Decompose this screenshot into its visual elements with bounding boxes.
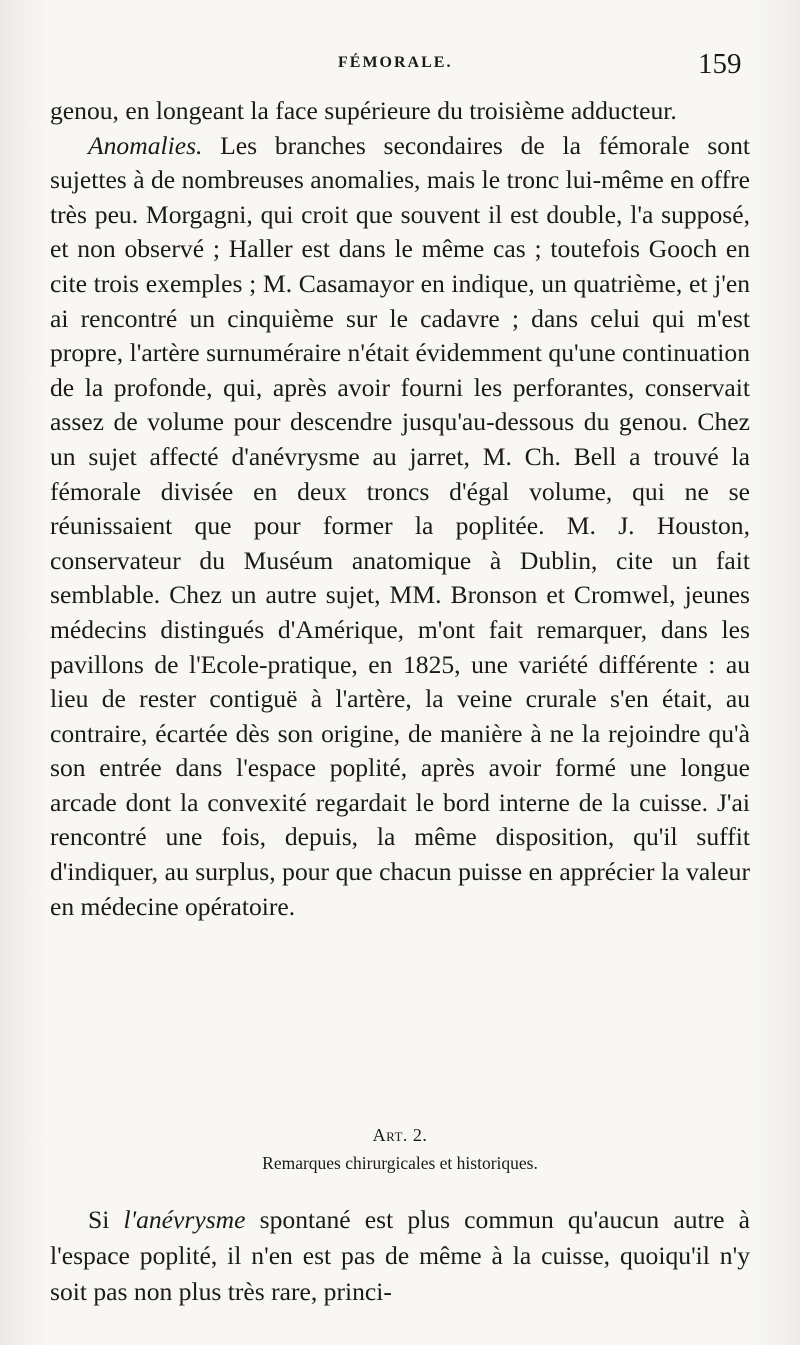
article-subheading: Remarques chirurgicales et historiques.	[262, 1153, 538, 1173]
article-number: Art. 2.	[372, 1125, 428, 1145]
anomalies-text: Les branches secondaires de la fémorale sont sujettes à de nombreuses anomalies, mais le tronc lui-même en offre très peu. Morgagni, qui croit que souvent il est double, l'a supposé, et non observé ; Haller est dans le même cas ; toutefois Gooch en cite trois exemples ; M. Casamayor en indique, un quatrième, et j'en ai rencontré un cinquième sur le cadavre ; dans celui qui m'est propre, l'artère surnuméraire n'était évidemment qu'une continuation de la profonde, qui, après avoir fourni les perforantes, conservait assez de volume pour descendre jusqu'au-dessous du genou. Chez un sujet affecté d'anévrysme au jarret, M. Ch. Bell a trouvé la fémorale divisée en deux troncs d'égal volume, qui ne se réunissaient que pour former la poplitée. M. J. Houston, conservateur du Muséum anatomique à Dublin, cite un fait semblable. Chez un autre sujet, MM. Bronson et Cromwel, jeunes médecins distingués d'Amérique, m'ont fait remarquer, dans les pavillons de l'Ecole-pratique, en 1825, une variété différente : au lieu de rester contiguë à l'artère, la veine crurale s'en était, au contraire, écartée dès son origine, de manière à ne la rejoindre qu'à son entrée dans l'espace poplité, après avoir formé une longue arcade dont la convexité regardait le bord interne de la cuisse. J'ai rencontré une fois, depuis, la même disposition, qu'il suffit d'indiquer, au surplus, pour que chacun puisse en apprécier la valeur en médecine opératoire.	[50, 130, 750, 921]
section-title: FÉMORALE.	[338, 54, 453, 71]
paragraph-remarks	[50, 1202, 750, 1310]
remarks-italic: l'anévrysme	[123, 1205, 246, 1234]
main-text	[50, 94, 750, 924]
paragraph-anomalies	[50, 129, 750, 925]
remarks-after: spontané est plus commun qu'aucun autre à l'espace poplité, il n'en est pas de même à la cuisse, quoiqu'il n'y soit pas non plus très rare, princi-	[50, 1205, 750, 1306]
remarks-before: Si	[88, 1205, 124, 1234]
running-head	[0, 48, 800, 80]
article-heading	[0, 1125, 800, 1146]
paragraph-continuation: genou, en longeant la face supérieure du troisième adducteur.	[50, 96, 677, 125]
remarks-text	[50, 1202, 750, 1310]
page-number: 159	[698, 48, 742, 80]
anomalies-lead: Anomalies.	[88, 130, 203, 160]
